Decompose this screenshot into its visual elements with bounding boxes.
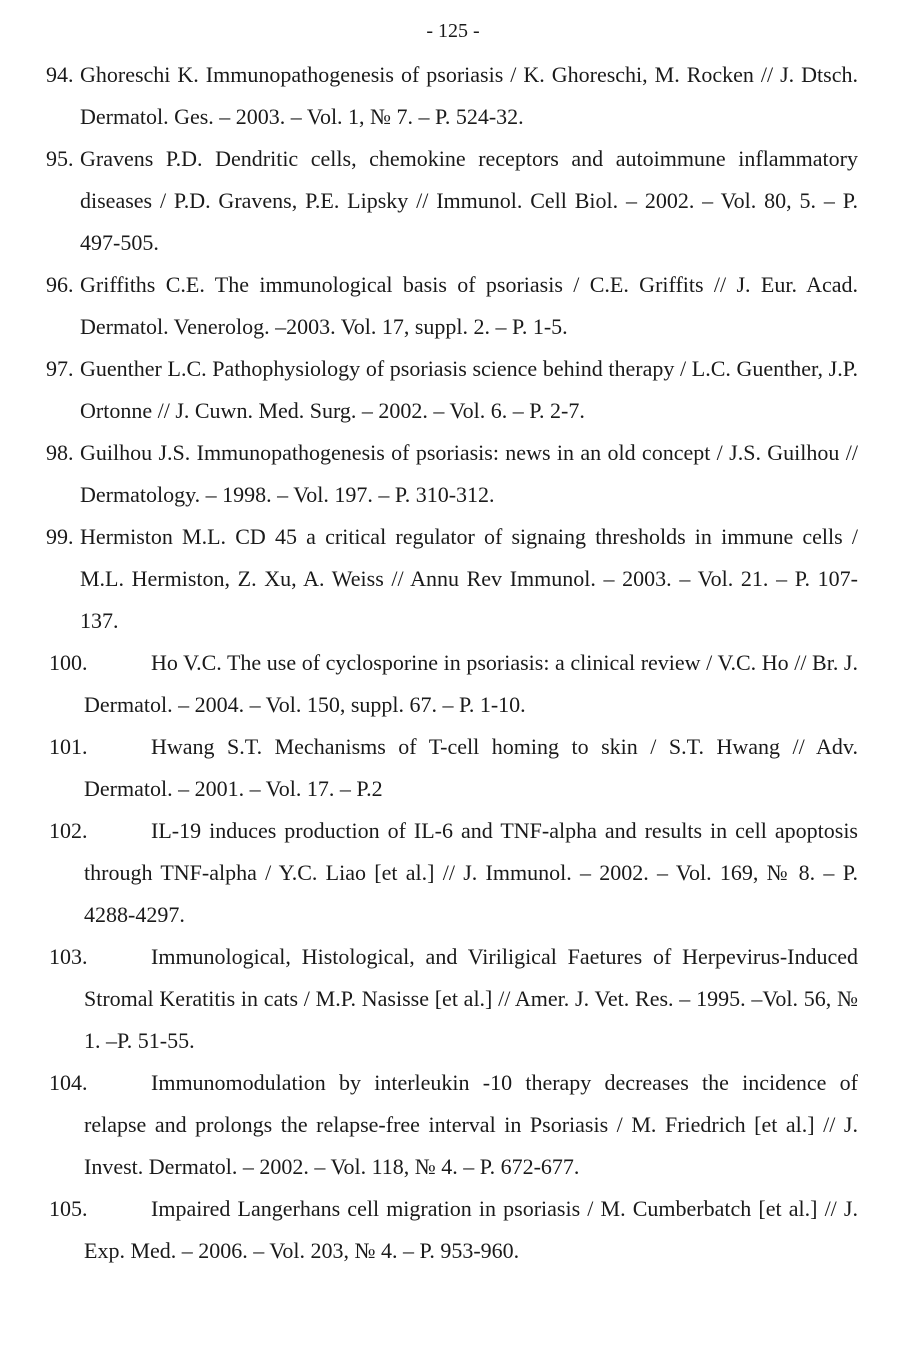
reference-text: Guenther L.C. Pathophysiology of psoriasis science behind therapy / L.C. Guenther, J.P. Ortonne // J. Cuwn. Med. Surg. – 2002. – Vol. 6. – P. 2-7. [80, 356, 858, 423]
reference-item [46, 642, 858, 726]
reference-number: 102. [49, 818, 88, 843]
reference-text: Impaired Langerhans cell migration in psoriasis / M. Cumberbatch [et al.] // J. Exp. Med. – 2006. – Vol. 203, № 4. – P. 953-960. [84, 1196, 858, 1263]
reference-item [46, 726, 858, 810]
reference-text: Immunological, Histological, and Viriligical Faetures of Herpevirus-Induced Stromal Keratitis in cats / M.P. Nasisse [et al.] // Amer. J. Vet. Res. – 1995. –Vol. 56, № 1. –P. 51-55. [84, 944, 858, 1053]
reference-number: 103. [49, 944, 88, 969]
reference-text: IL-19 induces production of IL-6 and TNF-alpha and results in cell apoptosis through TNF-alpha / Y.C. Liao [et al.] // J. Immunol. – 2002. – Vol. 169, № 8. – P. 4288-4297. [84, 818, 858, 927]
reference-item [46, 54, 858, 138]
reference-item [46, 810, 858, 936]
reference-item [46, 348, 858, 432]
reference-list [46, 54, 858, 1272]
reference-item [46, 516, 858, 642]
reference-text: Immunomodulation by interleukin -10 therapy decreases the incidence of relapse and prolongs the relapse-free interval in Psoriasis / M. Friedrich [et al.] // J. Invest. Dermatol. – 2002. – Vol. 118, № 4. – P. 672-677. [84, 1070, 858, 1179]
reference-number: 97. [46, 356, 74, 381]
reference-item [46, 264, 858, 348]
reference-number: 96. [46, 272, 74, 297]
reference-text: Guilhou J.S. Immunopathogenesis of psoriasis: news in an old concept / J.S. Guilhou // Dermatology. – 1998. – Vol. 197. – P. 310-312. [80, 440, 858, 507]
reference-number: 95. [46, 146, 74, 171]
page-number: - 125 - [426, 20, 480, 42]
reference-number: 105. [49, 1196, 88, 1221]
reference-text: Ho V.C. The use of cyclosporine in psoriasis: a clinical review / V.C. Ho // Br. J. Dermatol. – 2004. – Vol. 150, suppl. 67. – P. 1-10. [84, 650, 858, 717]
reference-item [46, 936, 858, 1062]
reference-text: Ghoreschi K. Immunopathogenesis of psoriasis / K. Ghoreschi, M. Rocken // J. Dtsch. Dermatol. Ges. – 2003. – Vol. 1, № 7. – P. 524-32. [80, 62, 858, 129]
reference-item [46, 1188, 858, 1272]
reference-text: Gravens P.D. Dendritic cells, chemokine receptors and autoimmune inflammatory diseases / P.D. Gravens, P.E. Lipsky // Immunol. Cell Biol. – 2002. – Vol. 80, 5. – P. 497-505. [80, 146, 858, 255]
reference-number: 94. [46, 62, 74, 87]
reference-number: 101. [49, 734, 88, 759]
reference-number: 99. [46, 524, 74, 549]
reference-item [46, 1062, 858, 1188]
reference-text: Hwang S.T. Mechanisms of T-cell homing to skin / S.T. Hwang // Adv. Dermatol. – 2001. – Vol. 17. – P.2 [84, 734, 858, 801]
reference-number: 100. [49, 650, 88, 675]
reference-text: Griffiths C.E. The immunological basis of psoriasis / C.E. Griffits // J. Eur. Acad. Dermatol. Venerolog. –2003. Vol. 17, suppl. 2. – P. 1-5. [80, 272, 858, 339]
reference-item [46, 138, 858, 264]
reference-number: 98. [46, 440, 74, 465]
reference-number: 104. [49, 1070, 88, 1095]
reference-text: Hermiston M.L. CD 45 a critical regulator of signaing thresholds in immune cells / M.L. Hermiston, Z. Xu, A. Weiss // Annu Rev Immunol. – 2003. – Vol. 21. – P. 107-137. [80, 524, 858, 633]
reference-item [46, 432, 858, 516]
